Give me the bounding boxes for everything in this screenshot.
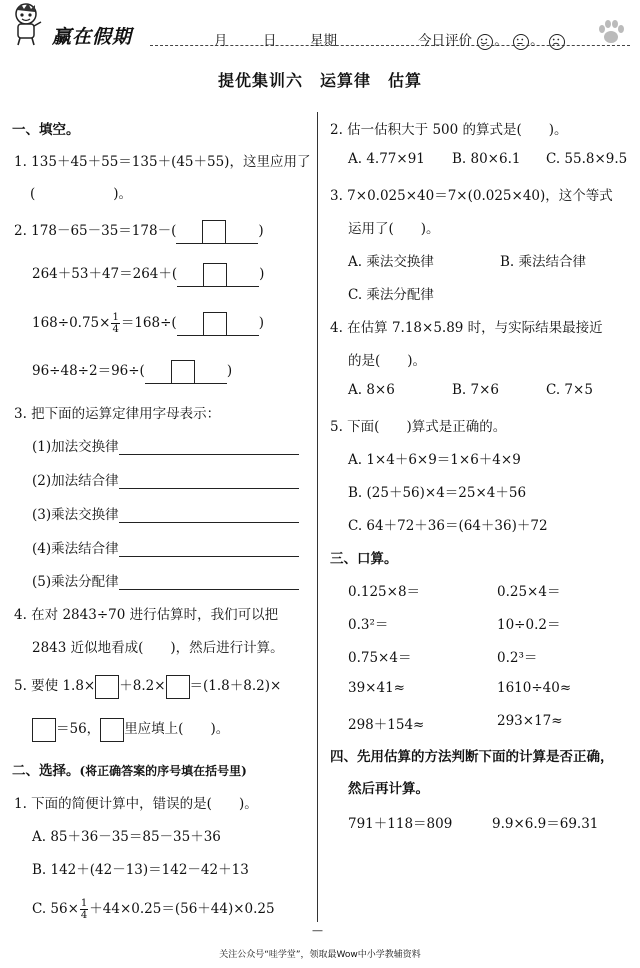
s2q2-option-a: A. 4.77×91	[348, 151, 425, 167]
section-estimate-title-2: 然后再计算。	[348, 781, 429, 797]
estimate-eq: 9.9×6.9＝69.31	[492, 816, 599, 832]
eq-text: )	[259, 266, 265, 282]
s2q3-option-b: B. 乘法结合律	[500, 254, 587, 270]
section-title-text: 二、选择。	[12, 763, 80, 779]
paw-icon	[596, 18, 626, 46]
s2q4-option-b: B. 7×6	[452, 382, 499, 398]
q3-item	[32, 469, 299, 489]
eq-text: )	[258, 223, 264, 239]
oral-item: 298＋154≈	[348, 717, 425, 733]
rating-sep: 。	[530, 33, 544, 49]
oral-item: 0.25×4＝	[497, 584, 561, 600]
q4-line2: 2843 近似地看成( )，然后进行计算。	[32, 640, 284, 656]
rating-label: 今日评价	[418, 33, 472, 49]
smile-face-icon[interactable]	[477, 34, 493, 50]
s2q2-option-c: C. 55.8×9.5	[546, 151, 628, 167]
answer-blank[interactable]	[177, 286, 203, 287]
rating-sep: 。	[494, 33, 508, 49]
q3-item-label: (2)加法结合律	[32, 473, 119, 489]
q2-eq-b	[32, 262, 264, 287]
q3-item	[32, 503, 299, 523]
fraction-denominator: 4	[112, 324, 119, 335]
q3-item-label: (3)乘法交换律	[32, 507, 119, 523]
column-divider	[317, 112, 318, 922]
answer-line[interactable]	[119, 508, 299, 523]
oral-item: 0.75×4＝	[348, 650, 412, 666]
s2q3-option-c: C. 乘法分配律	[348, 287, 434, 303]
s2q1-option-b: B. 142＋(42－13)＝142－42＋13	[32, 862, 249, 878]
page-mark: —	[312, 924, 323, 937]
fraction	[80, 898, 88, 921]
q2-eq-c	[32, 311, 264, 336]
answer-box[interactable]	[203, 263, 227, 287]
date-weekday-label: 星期	[310, 33, 337, 49]
s2q4-line2: 的是( )。	[348, 353, 427, 369]
answer-line[interactable]	[119, 440, 299, 455]
s2q2-option-b: B. 80×6.1	[452, 151, 521, 167]
q3-item	[32, 570, 299, 590]
s2q1-option-c	[32, 897, 275, 921]
answer-box[interactable]	[166, 675, 190, 699]
fraction-denominator: 4	[80, 910, 88, 921]
q3-title: 3. 把下面的运算定律用字母表示：	[14, 406, 221, 422]
answer-box[interactable]	[100, 718, 124, 742]
s2q2-stem: 2. 估一估积大于 500 的算式是( )。	[330, 122, 568, 138]
q2-eq-a	[14, 219, 264, 244]
eq-text: 264＋53＋47＝264＋(	[32, 266, 178, 282]
daily-rating	[418, 29, 566, 50]
s2q3-option-a: A. 乘法交换律	[348, 254, 434, 270]
oral-item: 0.2³＝	[497, 650, 538, 666]
s2q3-line1: 3. 7×0.025×40＝7×(0.025×40)，这个等式	[330, 188, 613, 204]
section-choice-title	[12, 759, 247, 779]
eq-text: 2. 178－65－35＝178－(	[14, 223, 177, 239]
answer-line[interactable]	[119, 542, 299, 557]
q3-item-label: (1)加法交换律	[32, 439, 119, 455]
eq-text: )	[226, 363, 233, 379]
answer-line[interactable]	[119, 474, 299, 489]
eq-text: 96÷48÷2＝96÷(	[32, 363, 145, 379]
date-month-label: 月	[214, 33, 228, 49]
eq-text: ＝56，	[56, 721, 101, 737]
answer-box[interactable]	[171, 360, 195, 384]
eq-text: ＋8.2×	[119, 678, 166, 694]
s2q3-line2: 运用了( )。	[348, 221, 440, 237]
q3-item-label: (4)乘法结合律	[32, 541, 119, 557]
oral-item: 293×17≈	[497, 713, 563, 729]
fraction-numerator: 1	[80, 898, 88, 909]
answer-blank[interactable]	[145, 383, 171, 384]
page-title: 提优集训六 运算律 估算	[217, 71, 422, 90]
q3-item	[32, 537, 299, 557]
eq-text: )	[258, 315, 264, 331]
eq-text: C. 56×	[32, 901, 79, 917]
s2q5-option-b: B. (25＋56)×4＝25×4＋56	[348, 485, 527, 501]
neutral-face-icon[interactable]	[513, 34, 529, 50]
s2q1-stem: 1. 下面的简便计算中，错误的是( )。	[14, 796, 258, 812]
paren-close: )。	[113, 186, 133, 202]
section-note: (将正确答案的序号填在括号里)	[79, 764, 247, 778]
date-day-label: 日	[263, 33, 277, 49]
s2q4-option-c: C. 7×5	[546, 382, 593, 398]
answer-box[interactable]	[202, 220, 226, 244]
eq-text: 里应填上( )。	[124, 721, 230, 737]
oral-item: 0.125×8＝	[348, 584, 421, 600]
s2q1-option-a: A. 85＋36－35＝85－35＋36	[32, 829, 221, 845]
section-oral-title: 三、口算。	[330, 551, 398, 567]
oral-item: 0.3²＝	[348, 617, 389, 633]
q1-answer-paren	[30, 182, 132, 202]
q3-item-label: (5)乘法分配律	[32, 574, 119, 590]
q4-line1: 4. 在对 2843÷70 进行估算时，我们可以把	[14, 607, 279, 623]
answer-box[interactable]	[95, 675, 119, 699]
paren-open: (	[30, 186, 36, 202]
s2q4-option-a: A. 8×6	[348, 382, 395, 398]
answer-blank[interactable]	[195, 383, 227, 384]
oral-item: 39×41≈	[348, 680, 405, 696]
answer-blank[interactable]	[227, 286, 259, 287]
footer-note: 关注公众号“哇学堂”，领取最Wow中小学教辅资料	[219, 950, 421, 960]
fraction	[111, 312, 119, 335]
answer-box[interactable]	[203, 312, 227, 336]
eq-text: 168÷0.75×	[32, 315, 111, 331]
s2q4-line1: 4. 在估算 7.18×5.89 时，与实际结果最接近	[330, 320, 603, 336]
estimate-eq: 791＋118＝809	[348, 816, 453, 832]
answer-blank[interactable]	[177, 335, 203, 336]
q5-line2	[32, 717, 229, 742]
s2q5-option-c: C. 64＋72＋36＝(64＋36)＋72	[348, 518, 548, 534]
s2q5-option-a: A. 1×4＋6×9＝1×6＋4×9	[348, 452, 521, 468]
s2q5-stem: 5. 下面( )算式是正确的。	[330, 419, 507, 435]
answer-blank[interactable]	[226, 243, 258, 244]
eq-text: ＋44×0.25＝(56＋44)×0.25	[89, 901, 275, 917]
q2-eq-d	[32, 359, 232, 384]
eq-text: ＝(1.8＋8.2)×	[189, 678, 282, 694]
answer-box[interactable]	[32, 718, 56, 742]
brand-logo: 赢在假期	[52, 26, 133, 48]
mascot-icon	[8, 2, 44, 46]
q1-line1: 1. 135＋45＋55＝135＋(45＋55)，这里应用了	[14, 154, 311, 170]
q5-line1	[14, 674, 281, 699]
answer-blank[interactable]	[227, 335, 259, 336]
oral-item: 10÷0.2＝	[497, 617, 561, 633]
fraction-numerator: 1	[112, 312, 119, 323]
eq-text: 5. 要使 1.8×	[14, 678, 96, 694]
section-fill-blank-title: 一、填空。	[12, 122, 80, 138]
answer-line[interactable]	[119, 575, 299, 590]
section-estimate-title: 四、先用估算的方法判断下面的计算是否正确，	[330, 749, 614, 765]
oral-item: 1610÷40≈	[497, 680, 572, 696]
sad-face-icon[interactable]	[549, 34, 565, 50]
answer-blank[interactable]	[176, 243, 202, 244]
q3-item	[32, 435, 299, 455]
eq-text: ＝168÷(	[120, 315, 177, 331]
